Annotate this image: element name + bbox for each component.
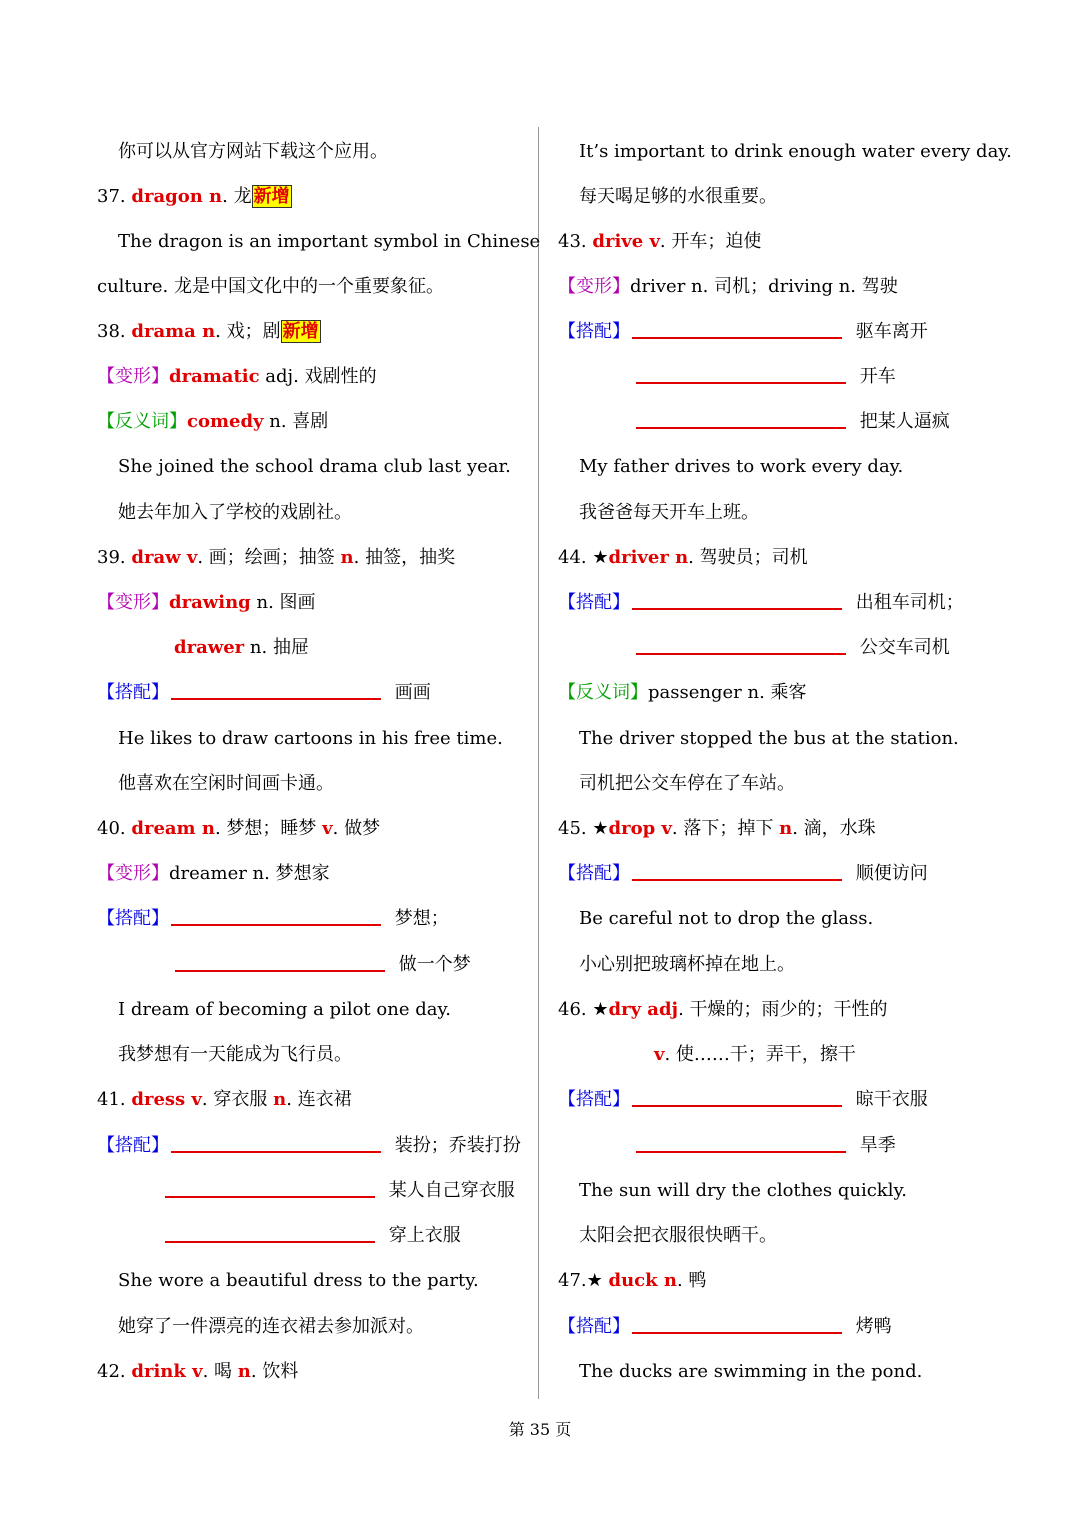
headword: dragon n [131,186,223,207]
vocab-entry-43: 43. drive v. 开车；迫使 [558,231,762,252]
fill-blank[interactable] [171,1151,381,1153]
example-sentence: 小心别把玻璃杯掉在地上。 [579,954,795,975]
headword: dry adj [608,999,679,1020]
variant-tag: 【变形】 [97,366,169,387]
example-sentence: The ducks are swimming in the pond. [579,1361,923,1382]
variant-row: 【变形】dramatic adj. 戏剧性的 [97,366,377,387]
star-icon: ★ [592,999,609,1020]
variant-row: 【变形】dreamer n. 梦想家 [97,863,330,884]
example-sentence: 她去年加入了学校的戏剧社。 [118,502,352,523]
headword: drop v [608,818,672,839]
headword: dream n [131,818,215,839]
fill-blank[interactable] [636,653,846,655]
variant-row: 【变形】driver n. 司机；driving n. 驾驶 [558,276,898,297]
headword: draw v [131,547,198,568]
headword: dress v [131,1089,202,1110]
variant-tag: 【变形】 [97,863,169,884]
example-sentence: Be careful not to drop the glass. [579,908,874,929]
collocation-tag: 【搭配】 [558,592,630,613]
collocation-row: 【搭配】 烤鸭 [558,1316,892,1337]
page-number: 第 35 页 [508,1420,572,1439]
collocation-row: 【搭配】 梦想； [97,908,449,929]
antonym-tag: 【反义词】 [97,411,187,432]
fill-blank[interactable] [632,1105,842,1107]
vocab-entry-47: 47.★ duck n. 鸭 [558,1270,707,1291]
fill-blank[interactable] [171,698,381,700]
vocab-entry-42: 42. drink v. 喝 n. 饮料 [97,1361,299,1382]
example-sentence: 他喜欢在空闲时间画卡通。 [118,773,334,794]
collocation-row: 把某人逼疯 [558,410,950,434]
vocab-entry-44: 44. ★driver n. 驾驶员；司机 [558,547,808,568]
example-sentence: 我梦想有一天能成为飞行员。 [118,1044,352,1065]
example-sentence: 每天喝足够的水很重要。 [579,186,777,207]
vocab-entry-46: 46. ★dry adj. 干燥的；雨少的；干性的 [558,999,888,1020]
collocation-tag: 【搭配】 [558,863,630,884]
example-sentence: 你可以从官方网站下载这个应用。 [118,141,388,162]
example-sentence: 我爸爸每天开车上班。 [579,502,759,523]
collocation-tag: 【搭配】 [97,1135,169,1156]
collocation-row: 开车 [558,365,896,389]
example-sentence: 太阳会把衣服很快晒干。 [579,1225,777,1246]
collocation-row: 做一个梦 [97,953,471,977]
collocation-row: 某人自己穿衣服 [97,1179,515,1203]
example-sentence: 她穿了一件漂亮的连衣裙去参加派对。 [118,1316,424,1337]
example-sentence: culture. 龙是中国文化中的一个重要象征。 [97,276,444,297]
vocab-entry-41: 41. dress v. 穿衣服 n. 连衣裙 [97,1089,352,1110]
variant-tag: 【变形】 [97,592,169,613]
vocab-entry-38: 38. drama n. 戏；剧 新增 [97,321,319,342]
fill-blank[interactable] [175,970,385,972]
example-sentence: The dragon is an important symbol in Chinese [118,231,541,252]
fill-blank[interactable] [165,1241,375,1243]
collocation-tag: 【搭配】 [558,1316,630,1337]
collocation-tag: 【搭配】 [558,321,630,342]
example-sentence: She joined the school drama club last year. [118,456,511,477]
new-badge: 新增 [253,186,290,207]
collocation-row: 【搭配】 驱车离开 [558,321,928,342]
example-sentence: My father drives to work every day. [579,456,904,477]
antonym-row: 【反义词】passenger n. 乘客 [558,682,807,703]
antonym-tag: 【反义词】 [558,682,648,703]
fill-blank[interactable] [632,1332,842,1334]
star-icon: ★ [592,818,609,839]
fill-blank[interactable] [632,608,842,610]
collocation-row: 【搭配】 晾干衣服 [558,1089,928,1110]
column-divider [538,127,539,1399]
fill-blank[interactable] [636,382,846,384]
fill-blank[interactable] [636,1151,846,1153]
antonym-row: 【反义词】comedy n. 喜剧 [97,411,329,432]
variant-row: 【变形】drawing n. 图画 [97,592,316,613]
collocation-row: 【搭配】 画画 [97,682,431,703]
variant-tag: 【变形】 [558,276,630,297]
vocab-entry-37: 37. dragon n. 龙 新增 [97,186,290,207]
collocation-row: 公交车司机 [558,636,950,660]
fill-blank[interactable] [165,1196,375,1198]
collocation-row: 【搭配】 顺便访问 [558,863,928,884]
vocab-entry-40: 40. dream n. 梦想；睡梦 v. 做梦 [97,818,381,839]
example-sentence: I dream of becoming a pilot one day. [118,999,451,1020]
headword: drive v [592,231,660,252]
star-icon: ★ [592,547,609,568]
fill-blank[interactable] [171,924,381,926]
collocation-tag: 【搭配】 [97,682,169,703]
vocab-entry-45: 45. ★drop v. 落下；掉下 n. 滴，水珠 [558,818,876,839]
variant-row: drawer n. 抽屉 [174,637,309,658]
collocation-row: 【搭配】 出租车司机； [558,592,964,613]
collocation-row: 【搭配】 装扮；乔装打扮 [97,1135,521,1156]
collocation-tag: 【搭配】 [97,908,169,929]
definition-row: v. 使……干；弄干，擦干 [654,1044,856,1065]
example-sentence: The sun will dry the clothes quickly. [579,1180,907,1201]
collocation-row: 旱季 [558,1134,896,1158]
collocation-row: 穿上衣服 [97,1224,461,1248]
example-sentence: She wore a beautiful dress to the party. [118,1270,479,1291]
headword: driver n [608,547,689,568]
example-sentence: 司机把公交车停在了车站。 [579,773,795,794]
vocab-entry-39: 39. draw v. 画；绘画；抽签 n. 抽签，抽奖 [97,547,456,568]
example-sentence: The driver stopped the bus at the station. [579,728,959,749]
collocation-tag: 【搭配】 [558,1089,630,1110]
new-badge: 新增 [282,321,319,342]
headword: drama n [131,321,216,342]
fill-blank[interactable] [636,427,846,429]
example-sentence: It’s important to drink enough water every day. [579,141,1012,162]
fill-blank[interactable] [632,337,842,339]
fill-blank[interactable] [632,879,842,881]
headword: drink v [131,1361,203,1382]
headword: duck n [608,1270,677,1291]
example-sentence: He likes to draw cartoons in his free time. [118,728,503,749]
